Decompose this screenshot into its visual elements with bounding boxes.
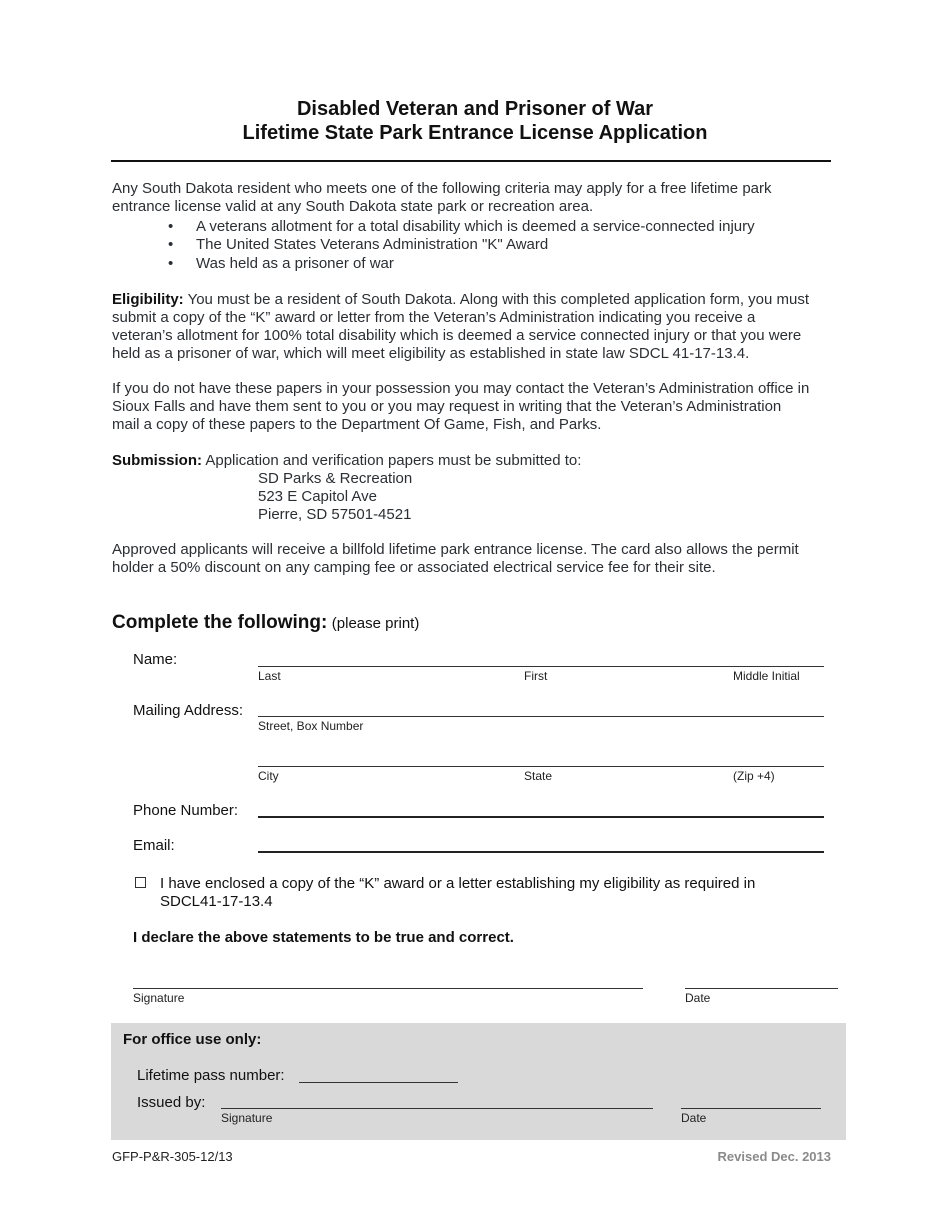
- criteria-item: Was held as a prisoner of war: [196, 255, 394, 272]
- bullet-icon: •: [168, 218, 174, 235]
- page-title-line2: Lifetime State Park Entrance License Application: [242, 122, 708, 144]
- approved-line2: holder a 50% discount on any camping fee or associated electrical service fee for their site.: [112, 559, 716, 576]
- no-papers-line3: mail a copy of these papers to the Department Of Game, Fish, and Parks.: [112, 416, 602, 433]
- street-input[interactable]: [258, 716, 824, 717]
- city-caption: City: [258, 769, 279, 783]
- submission-label: Submission:: [112, 452, 203, 469]
- submission-text: Application and verification papers must be submitted to:: [205, 452, 582, 469]
- issued-date-caption: Date: [681, 1111, 707, 1125]
- issued-by-signature-input[interactable]: [221, 1108, 653, 1109]
- mailing-address-label: Mailing Address:: [133, 702, 244, 719]
- name-middle-caption: Middle Initial: [733, 669, 800, 683]
- pass-number-input[interactable]: [299, 1082, 458, 1083]
- pass-number-label: Lifetime pass number:: [137, 1067, 285, 1084]
- date-input[interactable]: [685, 988, 838, 989]
- street-caption: Street, Box Number: [258, 719, 364, 733]
- address-line1: SD Parks & Recreation: [258, 470, 413, 487]
- issued-signature-caption: Signature: [221, 1111, 273, 1125]
- bullet-icon: •: [168, 255, 174, 272]
- eligibility-line2: submit a copy of the “K” award or letter from the Veteran’s Administration indicating you receive a: [112, 309, 756, 326]
- state-caption: State: [524, 769, 553, 783]
- eligibility-label: Eligibility:: [112, 291, 184, 308]
- eligibility-line3: veteran’s allotment for 100% total disability which is deemed a service connected injury or that you were: [112, 327, 802, 344]
- zip-caption: (Zip +4): [733, 769, 775, 783]
- intro-line1: Any South Dakota resident who meets one of the following criteria may apply for a free lifetime park: [112, 180, 772, 197]
- address-line2: 523 E Capitol Ave: [258, 488, 377, 505]
- declaration-text: I declare the above statements to be true and correct.: [133, 929, 514, 946]
- title-divider: [111, 160, 831, 162]
- email-input[interactable]: [258, 851, 824, 853]
- approved-line1: Approved applicants will receive a billfold lifetime park entrance license. The card also allows the permit: [112, 541, 799, 558]
- criteria-item: The United States Veterans Administration "K" Award: [196, 236, 549, 253]
- office-heading: For office use only:: [123, 1031, 262, 1048]
- city-state-zip-input[interactable]: [258, 766, 824, 767]
- address-line3: Pierre, SD 57501-4521: [258, 506, 412, 523]
- bullet-icon: •: [168, 236, 174, 253]
- form-id: GFP-P&R-305-12/13: [112, 1149, 233, 1164]
- name-first-caption: First: [524, 669, 548, 683]
- eligibility-text: You must be a resident of South Dakota. Along with this completed application form, you must: [187, 291, 810, 308]
- checkbox-text-line1: I have enclosed a copy of the “K” award or a letter establishing my eligibility as required in: [160, 875, 756, 892]
- issued-by-label: Issued by:: [137, 1094, 206, 1111]
- issued-date-input[interactable]: [681, 1108, 821, 1109]
- form-heading: [112, 612, 419, 634]
- criteria-item: A veterans allotment for a total disability which is deemed a service-connected injury: [196, 218, 755, 235]
- name-label: Name:: [133, 651, 178, 668]
- signature-input[interactable]: [133, 988, 643, 989]
- form-heading-text: Complete the following:: [112, 612, 328, 633]
- form-heading-note: (please print): [331, 615, 420, 632]
- signature-caption: Signature: [133, 991, 185, 1005]
- eligibility-line1: [112, 291, 809, 309]
- phone-input[interactable]: [258, 816, 824, 818]
- eligibility-line4: held as a prisoner of war, which will meet eligibility as established in state law SDCL 41-17-13.4.: [112, 345, 750, 362]
- page-title-line1: Disabled Veteran and Prisoner of War: [296, 98, 654, 120]
- submission-line: [112, 452, 581, 470]
- name-last-caption: Last: [258, 669, 281, 683]
- no-papers-line1: If you do not have these papers in your possession you may contact the Veteran’s Administration office in: [112, 380, 810, 397]
- eligibility-checkbox[interactable]: [135, 877, 146, 888]
- phone-label: Phone Number:: [133, 802, 239, 819]
- intro-line2: entrance license valid at any South Dakota state park or recreation area.: [112, 198, 594, 215]
- revised-date: Revised Dec. 2013: [717, 1149, 831, 1164]
- no-papers-line2: Sioux Falls and have them sent to you or you may request in writing that the Veteran’s Administration: [112, 398, 782, 415]
- email-label: Email:: [133, 837, 175, 854]
- date-caption: Date: [685, 991, 711, 1005]
- checkbox-text-line2: SDCL41-17-13.4: [160, 893, 273, 910]
- name-input[interactable]: [258, 666, 824, 667]
